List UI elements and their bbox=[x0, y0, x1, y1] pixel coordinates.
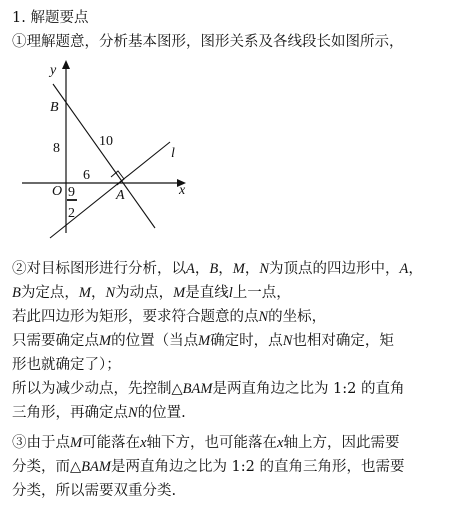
label-b: B bbox=[50, 100, 59, 115]
y-axis-arrow bbox=[62, 60, 70, 69]
math-symbol: M bbox=[78, 285, 91, 301]
text-run: 为定点， bbox=[20, 285, 79, 301]
text-run: ， bbox=[218, 261, 233, 277]
math-symbol: M bbox=[173, 285, 186, 301]
point-2-line bbox=[12, 403, 186, 423]
math-symbol: B bbox=[12, 285, 21, 301]
text-run: 为动点， bbox=[115, 285, 174, 301]
text-run: ， bbox=[194, 261, 210, 277]
label-o: O bbox=[52, 184, 63, 199]
point-2-line bbox=[12, 259, 423, 279]
length-ba: 10 bbox=[99, 134, 113, 149]
fraction-denominator: 2 bbox=[68, 206, 75, 221]
math-symbol: M bbox=[70, 435, 83, 451]
math-symbol: M bbox=[198, 333, 211, 349]
label-a: A bbox=[116, 188, 125, 203]
label-l: l bbox=[171, 146, 175, 161]
text-run: 是两直角边之比为 1:2 的直角三角形，也需要 bbox=[110, 459, 405, 475]
math-symbol: M bbox=[232, 261, 245, 277]
math-symbol: A bbox=[186, 261, 195, 277]
math-symbol: BAM bbox=[182, 381, 213, 397]
text-run: 是两直角边之比为 1:2 的直角 bbox=[212, 381, 405, 397]
point-3-line bbox=[12, 433, 399, 453]
text-run: 若此四边形为矩形，要求符合题意的点 bbox=[12, 309, 259, 325]
text-run: 分类，而△ bbox=[12, 459, 82, 475]
text-run: 三角形，再确定点 bbox=[12, 405, 128, 421]
math-symbol: A bbox=[399, 261, 409, 277]
label-x: x bbox=[179, 183, 186, 198]
text-run: 的坐标， bbox=[268, 309, 327, 325]
text-run: 是直线 bbox=[185, 285, 229, 301]
text-run: ， bbox=[408, 261, 423, 277]
text-run: ， bbox=[90, 285, 106, 301]
math-symbol: N bbox=[128, 405, 138, 421]
text-run: 分类，所以需要双重分类. bbox=[12, 483, 177, 499]
length-ob: 8 bbox=[53, 141, 60, 156]
text-run: ， bbox=[244, 261, 260, 277]
text-run: ③由于点 bbox=[12, 435, 70, 451]
point-2-line bbox=[12, 331, 394, 351]
text-run: 所以为减少动点，先控制△ bbox=[12, 381, 183, 397]
point-2-line bbox=[12, 355, 121, 375]
fraction-numerator: 9 bbox=[68, 185, 75, 200]
text-run: 形也就确定了）； bbox=[12, 357, 121, 373]
math-symbol: M bbox=[99, 333, 112, 349]
point-2-line bbox=[12, 307, 326, 327]
point-2-line bbox=[12, 379, 405, 399]
point-1-text: ①理解题意，分析基本图形，图形关系及各线段长如图所示， bbox=[12, 34, 404, 50]
point-2-line bbox=[12, 283, 291, 303]
math-symbol: N bbox=[282, 333, 293, 349]
math-symbol: N bbox=[258, 309, 269, 325]
text-run: 上一点， bbox=[232, 285, 291, 301]
math-symbol: x bbox=[140, 435, 147, 451]
point-3-line bbox=[12, 481, 176, 501]
text-run: 轴下方，也可能落在 bbox=[146, 435, 278, 451]
text-run: 的位置. bbox=[137, 405, 186, 421]
math-symbol: N bbox=[259, 261, 269, 277]
text-run: 也相对确定，矩 bbox=[292, 333, 394, 349]
geometry-diagram bbox=[20, 58, 220, 243]
text-run: 可能落在 bbox=[82, 435, 141, 451]
text-run: 的位置（当点 bbox=[111, 333, 199, 349]
section-heading: 1. 解题要点 bbox=[12, 10, 89, 26]
text-run: 轴上方，因此需要 bbox=[283, 435, 400, 451]
label-y: y bbox=[50, 63, 57, 78]
math-symbol: l bbox=[228, 285, 233, 301]
math-symbol: BAM bbox=[81, 459, 111, 475]
length-oa: 6 bbox=[83, 168, 90, 183]
text-run: 为顶点的四边形中， bbox=[268, 261, 400, 277]
text-run: 确定时，点 bbox=[210, 333, 283, 349]
text-run: 只需要确定点 bbox=[12, 333, 99, 349]
point-3-line bbox=[12, 457, 405, 477]
math-symbol: x bbox=[277, 435, 284, 451]
math-symbol: N bbox=[105, 285, 116, 301]
math-symbol: B bbox=[209, 261, 219, 277]
text-run: ②对目标图形进行分析，以 bbox=[12, 261, 186, 277]
